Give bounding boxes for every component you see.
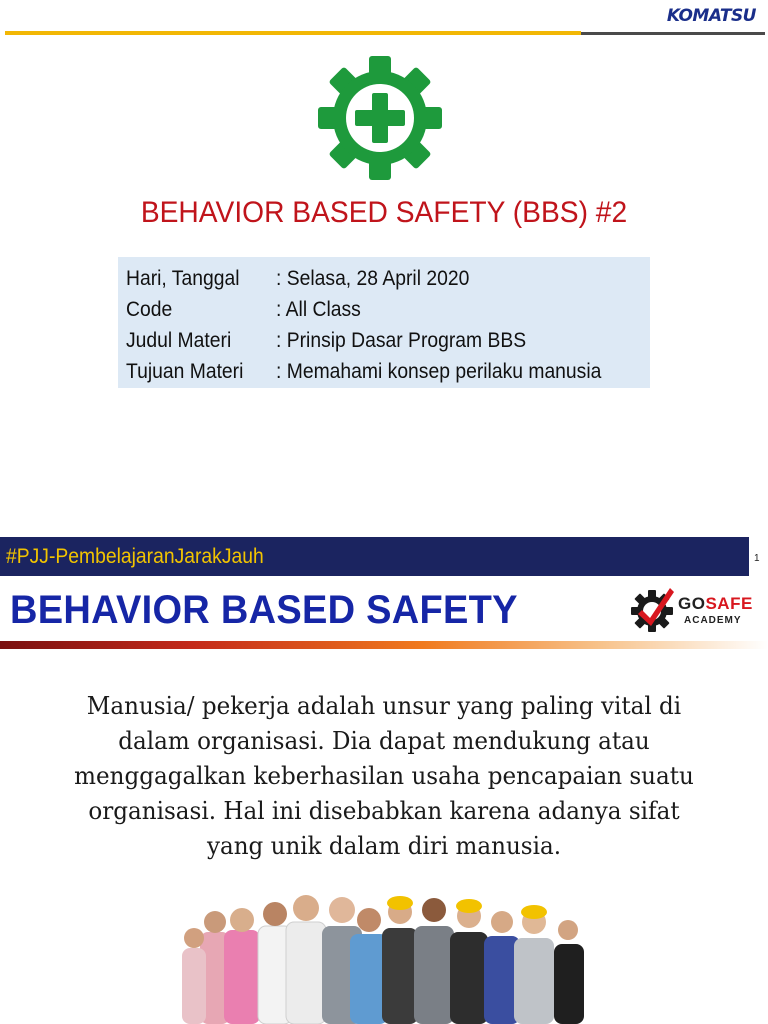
info-value: : Selasa, 28 April 2020 bbox=[276, 267, 470, 290]
header-rule-grey bbox=[581, 32, 765, 35]
info-label: Tujuan Materi bbox=[126, 360, 244, 383]
page-number: 1 bbox=[754, 553, 760, 564]
slide-title: BEHAVIOR BASED SAFETY (BBS) #2 bbox=[140, 196, 628, 229]
komatsu-logo: KOMATSU bbox=[666, 6, 756, 26]
body-line: Manusia/ pekerja adalah unsur yang paling vital di bbox=[86, 692, 682, 720]
body-line: yang unik dalam diri manusia. bbox=[206, 832, 562, 860]
gosafe-academy-logo bbox=[630, 582, 760, 636]
logo-go: GO bbox=[678, 594, 706, 613]
slide-2-title: BEHAVIOR BASED SAFETY bbox=[10, 588, 518, 632]
header-rule-gold bbox=[5, 31, 581, 35]
body-line: organisasi. Hal ini disebabkan karena adanya sifat bbox=[88, 797, 680, 825]
safety-gear-icon bbox=[318, 56, 442, 180]
info-row-date bbox=[126, 263, 650, 294]
worker-figures bbox=[182, 895, 584, 1024]
info-label: Hari, Tanggal bbox=[126, 267, 240, 290]
info-value: : Memahami konsep perilaku manusia bbox=[276, 360, 602, 383]
info-row-code bbox=[126, 294, 650, 325]
hashtag-bar bbox=[0, 537, 749, 576]
title-underline-gradient bbox=[0, 641, 768, 649]
info-label: Code bbox=[126, 298, 173, 321]
body-paragraph bbox=[54, 689, 714, 864]
checkmark-gear-icon bbox=[630, 584, 676, 634]
logo-wordmark bbox=[678, 594, 753, 614]
info-box bbox=[118, 257, 650, 388]
info-row-topic bbox=[126, 325, 650, 356]
logo-safe: SAFE bbox=[705, 594, 753, 613]
body-line: dalam organisasi. Dia dapat mendukung atau bbox=[118, 727, 650, 755]
info-row-objective bbox=[126, 356, 650, 387]
hashtag-text: #PJJ-PembelajaranJarakJauh bbox=[6, 545, 264, 568]
logo-academy: ACADEMY bbox=[684, 615, 742, 626]
info-value: : All Class bbox=[276, 298, 361, 321]
workers-group-photo bbox=[182, 892, 586, 1024]
body-line: menggagalkan keberhasilan usaha pencapaian suatu bbox=[74, 762, 694, 790]
info-value: : Prinsip Dasar Program BBS bbox=[276, 329, 527, 352]
info-label: Judul Materi bbox=[126, 329, 232, 352]
